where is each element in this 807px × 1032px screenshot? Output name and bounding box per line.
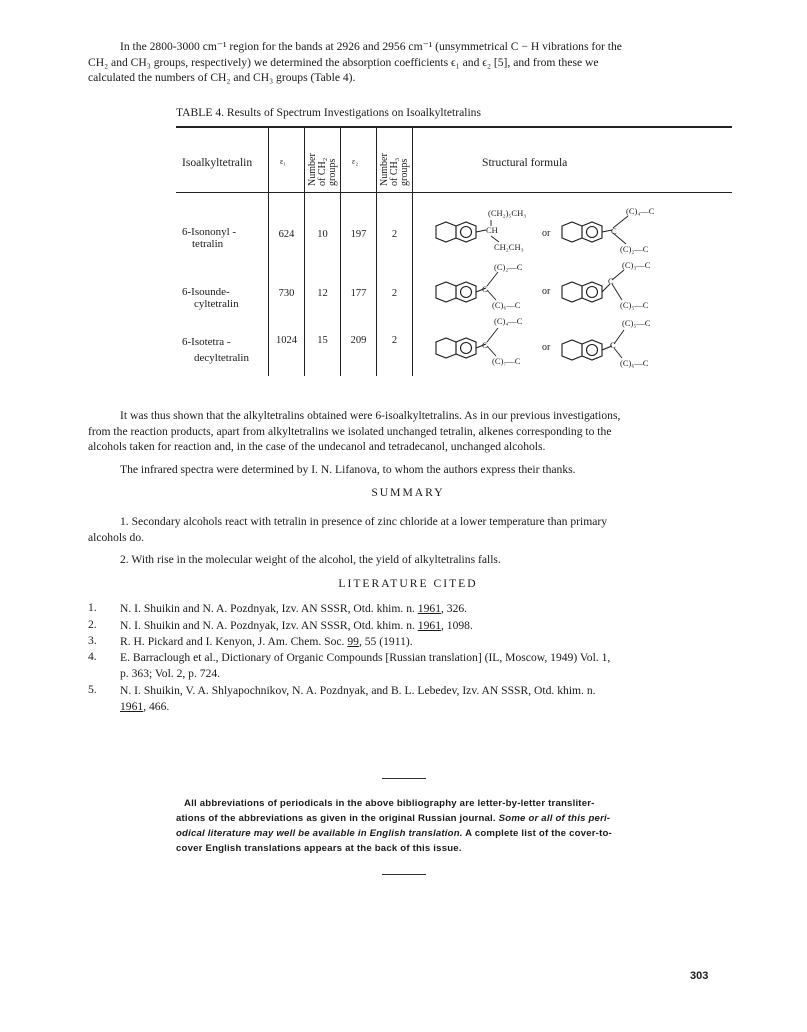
- header-ch2-line1: Number: [307, 153, 318, 186]
- row3-left-bottom: (C)₇—C: [492, 356, 521, 366]
- row3-e1: 1024: [276, 335, 297, 346]
- row1-left-ch: CH: [486, 225, 498, 235]
- ref-4: [120, 650, 740, 682]
- ref-2: [120, 618, 740, 634]
- ref-1-post: , 326.: [440, 602, 468, 615]
- row3-left-c: C: [482, 340, 488, 350]
- ref-5-line-2: [120, 699, 740, 715]
- row2-name-line1: 6-Isounde-: [182, 286, 230, 298]
- intro-paragraph: [88, 39, 728, 86]
- row2-left-formula: [436, 262, 523, 310]
- ref-3-volume: 99: [347, 635, 359, 648]
- row1-right-top: (C)₄—C: [626, 206, 655, 216]
- ref-1: [120, 601, 740, 617]
- row1-e2: 197: [350, 229, 367, 240]
- header-structural-formula: Structural formula: [482, 156, 568, 169]
- page-number: 303: [690, 970, 709, 982]
- table-header-rule: [176, 192, 732, 193]
- row2-e1: 730: [278, 288, 295, 299]
- row3-name-line1: 6-Isotetra -: [182, 336, 231, 348]
- summary-item-1-line-1: 1. Secondary alcohols react with tetralin in presence of zinc chloride at a lower temperature than primary: [120, 515, 608, 528]
- footnote-line-2: [176, 811, 656, 826]
- row3-name-line2: decyltetralin: [194, 352, 249, 364]
- header-ch3-line2: of CH₃: [389, 157, 400, 186]
- ref-2-year: 1961: [417, 619, 441, 632]
- ref-4-number: 4.: [88, 650, 97, 663]
- footnote-bottom-rule: [382, 874, 426, 875]
- ref-4-line-2: p. 363; Vol. 2, p. 724.: [120, 667, 221, 680]
- row2-left-bottom: (C)₆—C: [492, 300, 521, 310]
- ref-5-line-1: N. I. Shuikin, V. A. Shlyapochnikov, N. A. Pozdnyak, and B. L. Lebedev, Izv. AN SSSR, Otd. khim. n.: [120, 684, 596, 697]
- literature-heading: LITERATURE CITED: [338, 577, 478, 590]
- row1-left-bottom: CH₂CH₃: [494, 242, 524, 252]
- summary-item-1-line-2: alcohols do.: [88, 530, 145, 544]
- ref-3: [120, 634, 740, 650]
- row2-ch2: 12: [317, 288, 328, 299]
- table-caption: TABLE 4. Results of Spectrum Investigations on Isoalkyltetralins: [176, 106, 481, 119]
- row2-name-line2: cyltetralin: [194, 298, 239, 310]
- row1-left-top: (CH₂)₅CH₃: [488, 208, 527, 218]
- row1-right-c: C: [611, 226, 617, 236]
- header-ch3-groups: [380, 153, 410, 186]
- header-ch2-line3: groups: [327, 158, 338, 186]
- footnote-line-3-text: A complete list of the cover-to-: [462, 828, 612, 839]
- ref-5: [120, 683, 740, 715]
- row1-right-bottom: (C)₂—C: [620, 244, 649, 254]
- row2-or: or: [542, 286, 551, 297]
- table-row-2-name: [182, 286, 239, 310]
- ref-4-line-1: E. Barraclough et al., Dictionary of Organic Compounds [Russian translation] (IL, Moscow, 1949) Vol. 1,: [120, 651, 611, 664]
- intro-line-3: calculated the numbers of CH₂ and CH₃ groups (Table 4).: [88, 71, 356, 85]
- row1-e1: 624: [278, 229, 295, 240]
- row3-right-bottom: (C)₆—C: [620, 358, 649, 368]
- col-divider-5: [412, 128, 413, 376]
- ref-3-post: , 55 (1911).: [358, 635, 413, 648]
- footnote-line-2-text: ations of the abbreviations as given in the original Russian journal.: [176, 813, 496, 824]
- header-ch3-line1: Number: [379, 153, 390, 186]
- row3-ch2: 15: [317, 335, 328, 346]
- row3-right-top: (C)₅—C: [622, 318, 651, 328]
- header-isoalkyltetralin: Isoalkyltetralin: [182, 156, 253, 169]
- row2-left-c: C: [482, 284, 488, 294]
- footnote-line-3: [176, 826, 656, 841]
- footnote-line-4: cover English translations appears at the back of this issue.: [176, 843, 462, 854]
- row1-left-formula: [436, 208, 526, 252]
- ref-1-number: 1.: [88, 601, 97, 614]
- row3-right-formula: [562, 318, 651, 368]
- row2-left-top: (C)₂—C: [494, 262, 523, 272]
- ref-5-year: 1961: [120, 700, 144, 713]
- intro-line-2: CH₂ and CH₃ groups, respectively) we determined the absorption coefficients ϵ₁ and ϵ₂ [5], and from these we: [88, 55, 599, 69]
- ref-1-year: 1961: [417, 602, 441, 615]
- table-top-rule: [176, 126, 732, 128]
- row3-left-formula: [436, 316, 523, 366]
- row2-right-bottom: (C)₅—C: [620, 300, 649, 310]
- footnote-line-2-italic: Some or all of this peri-: [495, 813, 611, 824]
- ref-3-number: 3.: [88, 634, 97, 647]
- row1-or: or: [542, 228, 551, 239]
- row2-e2: 177: [350, 288, 367, 299]
- row3-ch3: 2: [391, 335, 398, 346]
- table-4: [176, 126, 732, 386]
- ref-2-pre: N. I. Shuikin and N. A. Pozdnyak, Izv. AN SSSR, Otd. khim. n.: [120, 619, 418, 632]
- footnote-line-3-italic: odical literature may well be available in English translation.: [176, 828, 463, 839]
- row2-ch3: 2: [391, 288, 398, 299]
- row2-right-formula: [562, 260, 651, 310]
- ref-3-pre: R. H. Pickard and I. Kenyon, J. Am. Chem. Soc.: [120, 635, 348, 648]
- conclusion-line-3: alcohols taken for reaction and, in the case of the undecanol and tetradecanol, unchanged alcohols.: [88, 440, 546, 454]
- row1-name-line1: 6-Isononyl -: [182, 226, 237, 238]
- footnote-top-rule: [382, 778, 426, 779]
- ref-5-number: 5.: [88, 683, 97, 696]
- footnote: [176, 796, 656, 856]
- thanks-line: The infrared spectra were determined by I. N. Lifanova, to whom the authors express their thanks.: [120, 463, 576, 476]
- intro-line-1: In the 2800-3000 cm⁻¹ region for the bands at 2926 and 2956 cm⁻¹ (unsymmetrical C − H vibrations for the: [120, 40, 622, 53]
- structural-formulas: [414, 200, 732, 380]
- ref-5-post: , 466.: [143, 700, 170, 713]
- row2-right-c: C: [608, 276, 614, 286]
- row3-or: or: [542, 342, 551, 353]
- row1-ch2: 10: [317, 229, 328, 240]
- table-row-3-name: [182, 334, 249, 366]
- row1-ch3: 2: [391, 229, 398, 240]
- summary-item-2: 2. With rise in the molecular weight of the alcohol, the yield of alkyltetralins falls.: [120, 553, 501, 566]
- conclusion-line-1: It was thus shown that the alkyltetralins obtained were 6-isoalkyltetralins. As in our previous investigations,: [120, 409, 621, 422]
- ref-2-post: , 1098.: [440, 619, 473, 632]
- conclusion-line-2: from the reaction products, apart from alkyltetralins we isolated unchanged tetralin, alkenes corresponding to the: [88, 424, 612, 438]
- header-e2: ε₂: [352, 157, 359, 166]
- footnote-line-1: All abbreviations of periodicals in the above bibliography are letter-by-letter transliter-: [184, 798, 595, 809]
- row2-right-top: (C)₃—C: [622, 260, 651, 270]
- conclusion-paragraph: [88, 408, 728, 455]
- row3-right-c: C: [610, 340, 616, 350]
- row1-name-line2: tetralin: [192, 238, 224, 250]
- header-ch2-line2: of CH₂: [317, 157, 328, 186]
- summary-heading: SUMMARY: [371, 486, 445, 499]
- header-e1: ε₁: [280, 157, 287, 166]
- header-ch3-line3: groups: [399, 158, 410, 186]
- ref-1-pre: N. I. Shuikin and N. A. Pozdnyak, Izv. AN SSSR, Otd. khim. n.: [120, 602, 418, 615]
- row3-left-top: (C)₄—C: [494, 316, 523, 326]
- summary-item-1: [88, 514, 728, 545]
- header-ch2-groups: [308, 153, 338, 186]
- table-row-1-name: [182, 226, 236, 250]
- row1-right-formula: [562, 206, 655, 254]
- row3-e2: 209: [350, 335, 367, 346]
- ref-2-number: 2.: [88, 618, 97, 631]
